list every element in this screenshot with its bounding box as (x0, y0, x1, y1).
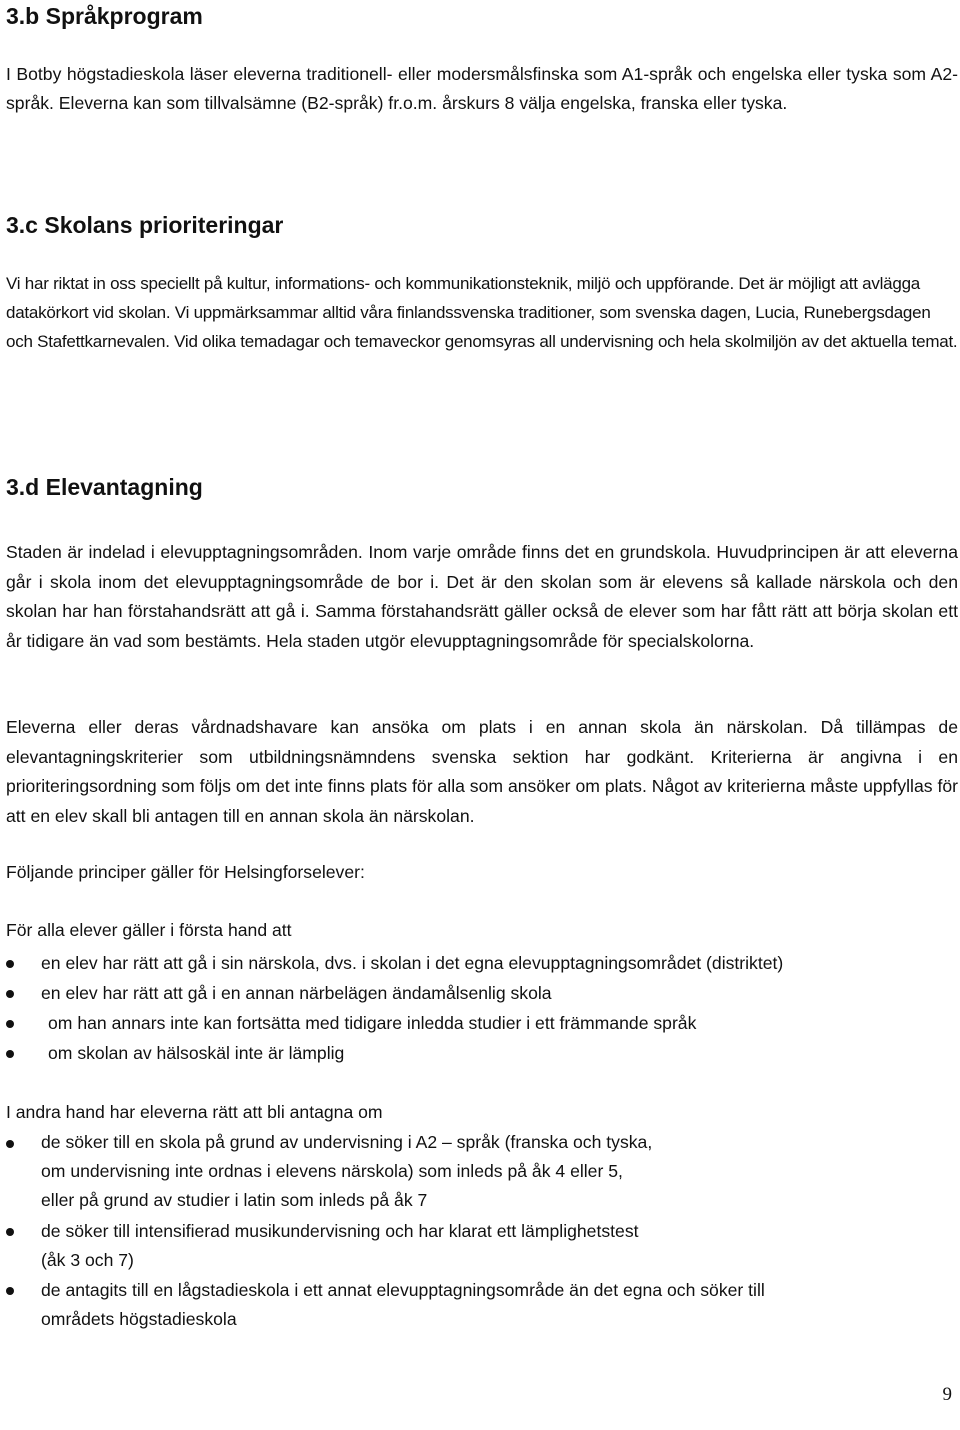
list-item-line: områdets högstadieskola (41, 1309, 237, 1329)
list-item: en elev har rätt att gå i en annan närbelägen ändamålsenlig skola (41, 983, 552, 1003)
list-item: en elev har rätt att gå i sin närskola, dvs. i skolan i det egna elevupptagningsområdet (distriktet) (41, 953, 784, 973)
heading-prioriteringar: 3.c Skolans prioriteringar (6, 212, 284, 238)
paragraph-sprakprogram: I Botby högstadieskola läser eleverna traditionell- eller modersmålsfinska som A1-språk och engelska eller tyska som A2-språk. Eleverna kan som tillvalsämne (B2-språk) fr.o.m. årskurs 8 välja engelska, franska eller tyska. (6, 64, 958, 113)
list-item-line: om undervisning inte ordnas i elevens närskola) som inleds på åk 4 eller 5, (41, 1161, 623, 1181)
first-hand-intro: För alla elever gäller i första hand att (6, 920, 292, 940)
bullet-icon (6, 1050, 14, 1058)
page-number: 9 (942, 1384, 952, 1405)
heading-sprakprogram: 3.b Språkprogram (6, 3, 203, 29)
paragraph-elevantagning-1: Staden är indelad i elevupptagningsområden. Inom varje område finns det en grundskola. Huvudprincipen är att eleverna går i skola inom det elevupptagningsområde de bor i. Det är den skolan som är elevens så kallade närskola och den skolan har han förstahandsrätt att gå i. Samma förstahandsrätt gäller också de elever som har fått rätt att börja skolan ett år tidigare än vad som bestämts. Hela staden utgör elevupptagningsområde för specialskolorna. (6, 542, 958, 651)
paragraph-elevantagning-2: Eleverna eller deras vårdnadshavare kan ansöka om plats i en annan skola än närskolan. Då tillämpas de elevantagningskriterier som utbildningsnämndens svenska sektion har godkänt. Kriterierna är angivna i en prioriteringsordning som följs om det inte finns plats för alla som ansöker om plats. Något av kriterierna måste uppfyllas för att en elev skall bli antagen till en annan skola än närskolan. (6, 717, 958, 826)
bullet-icon (6, 1140, 14, 1148)
list-item-line: eller på grund av studier i latin som inleds på åk 7 (41, 1190, 428, 1210)
bullet-icon (6, 1020, 14, 1028)
list-item: om skolan av hälsoskäl inte är lämplig (48, 1043, 345, 1063)
list-item-line: de söker till intensifierad musikundervisning och har klarat ett lämplighetstest (41, 1221, 639, 1241)
bullet-icon (6, 1228, 14, 1236)
list-item-line: (åk 3 och 7) (41, 1250, 134, 1270)
list-item-line: de antagits till en lågstadieskola i ett annat elevupptagningsområde än det egna och söker till (41, 1280, 765, 1300)
principles-intro: Följande principer gäller för Helsingforselever: (6, 862, 365, 882)
second-hand-intro: I andra hand har eleverna rätt att bli antagna om (6, 1102, 383, 1122)
paragraph-prioriteringar: Vi har riktat in oss speciellt på kultur, informations- och kommunikationsteknik, miljö och uppförande. Det är möjligt att avlägga datakörkort vid skolan. Vi uppmärksammar alltid våra finlandssvenska traditioner, som svenska dagen, Lucia, Runebergsdagen och Stafettkarnevalen. Vid olika temadagar och temaveckor genomsyras all undervisning och hela skolmiljön av det aktuella temat. (6, 274, 958, 351)
list-item: om han annars inte kan fortsätta med tidigare inledda studier i ett främmande språk (48, 1013, 697, 1033)
list-item-line: de söker till en skola på grund av undervisning i A2 – språk (franska och tyska, (41, 1132, 653, 1152)
bullet-icon (6, 960, 14, 968)
bullet-icon (6, 990, 14, 998)
heading-elevantagning: 3.d Elevantagning (6, 474, 203, 500)
bullet-icon (6, 1287, 14, 1295)
